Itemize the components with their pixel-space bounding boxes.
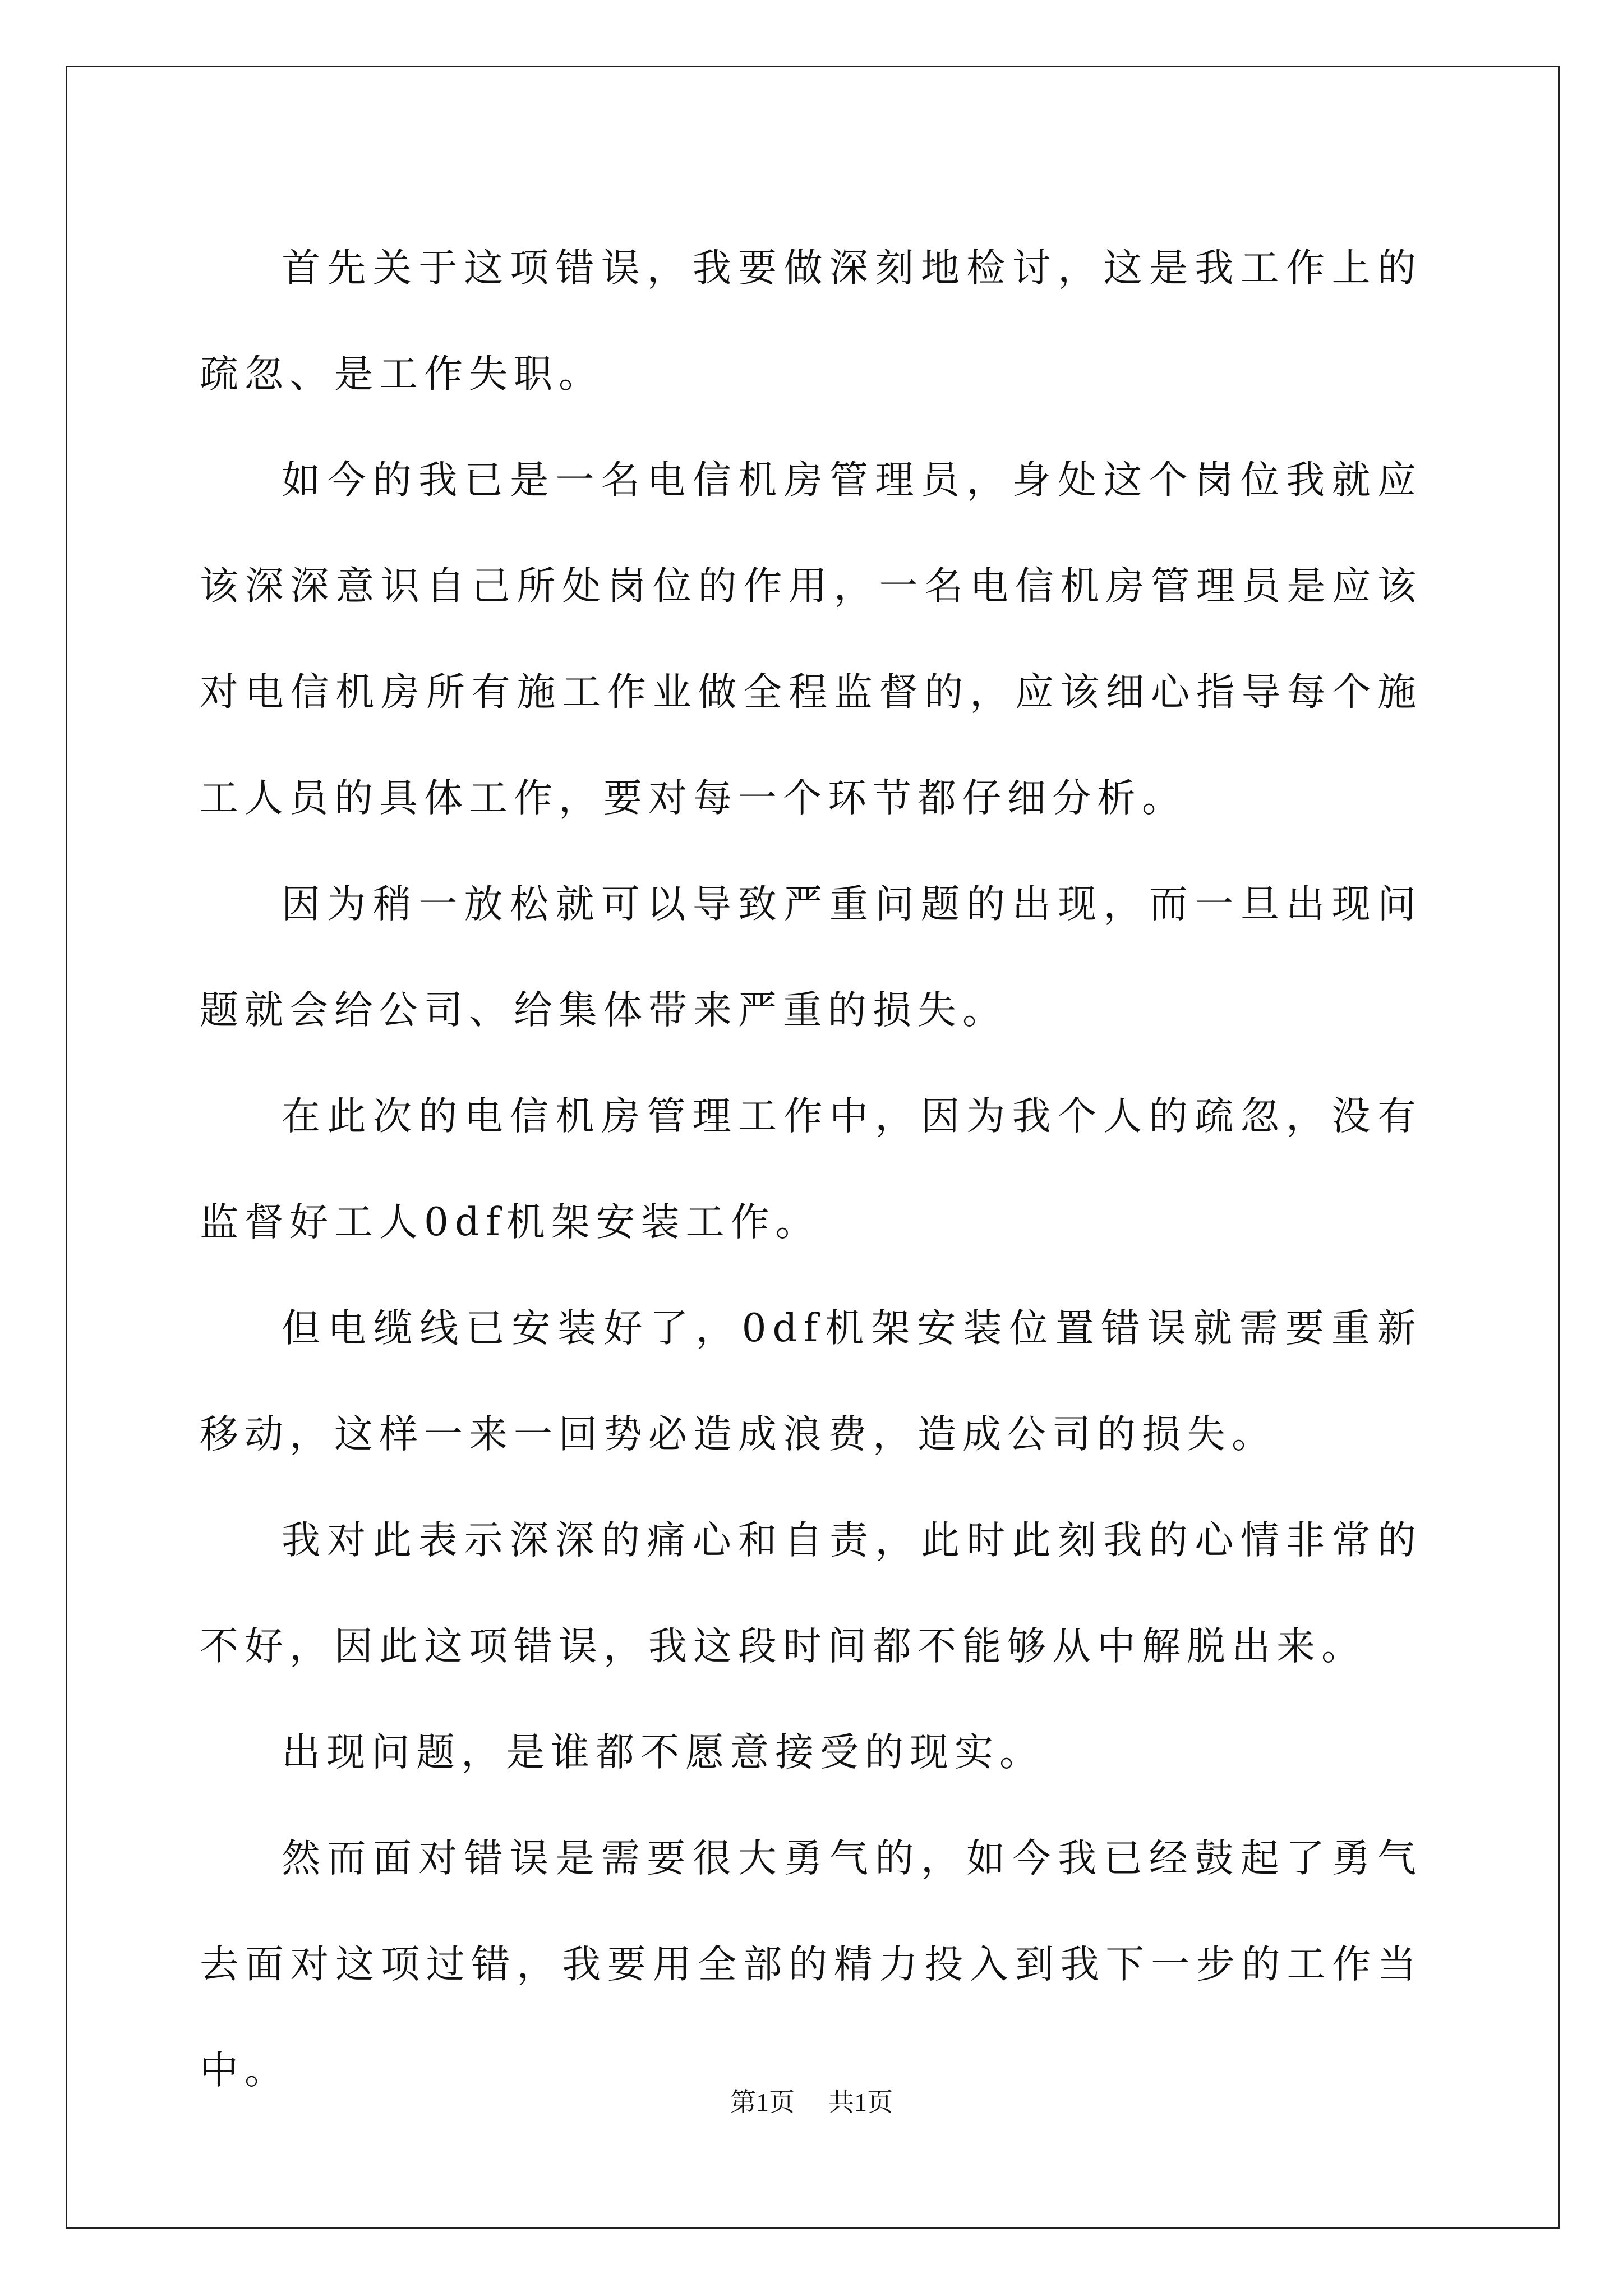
page-total: 共1页 (828, 2088, 893, 2116)
page-footer (0, 2086, 1623, 2119)
paragraph-6: 我对此表示深深的痛心和自责，此时此刻我的心情非常的不好，因此这项错误，我这段时间都不能够从中解脱出来。 (200, 1518, 1422, 1669)
paragraph-2: 如今的我已是一名电信机房管理员，身处这个岗位我就应该深深意识自己所处岗位的作用，一名电信机房管理员是应该对电信机房所有施工作业做全程监督的，应该细心指导每个施工人员的具体工作，要对每一个环节都仔细分析。 (200, 458, 1422, 821)
paragraph-7: 出现问题，是谁都不愿意接受的现实。 (282, 1730, 1044, 1775)
page-number: 第1页 (730, 2088, 795, 2116)
document-body (200, 215, 1422, 2124)
paragraph-8: 然而面对错误是需要很大勇气的，如今我已经鼓起了勇气去面对这项过错，我要用全部的精力投入到我下一步的工作当中。 (200, 1836, 1422, 2093)
paragraph-1: 首先关于这项错误，我要做深刻地检讨，这是我工作上的疏忽、是工作失职。 (200, 246, 1422, 397)
paragraph-3: 因为稍一放松就可以导致严重问题的出现，而一旦出现问题就会给公司、给集体带来严重的损失。 (200, 882, 1422, 1033)
paragraph-5: 但电缆线已安装好了，0df机架安装位置错误就需要重新移动，这样一来一回势必造成浪费，造成公司的损失。 (200, 1306, 1422, 1457)
paragraph-4: 在此次的电信机房管理工作中，因为我个人的疏忽，没有监督好工人0df机架安装工作。 (200, 1094, 1422, 1245)
